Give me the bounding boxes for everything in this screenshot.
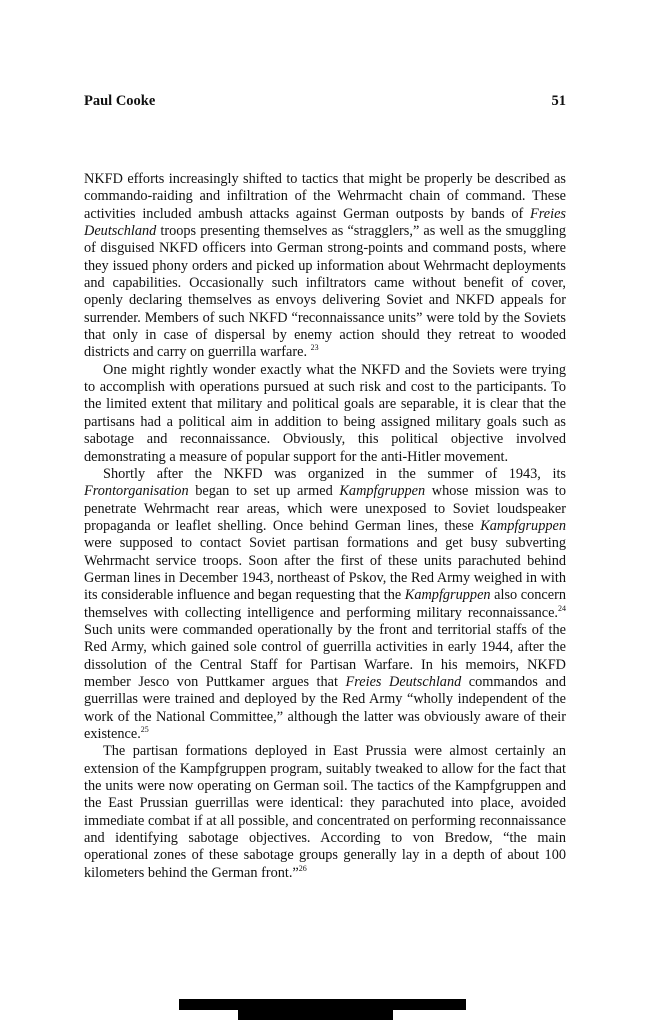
text-run: were supposed to contact Soviet partisan formations and get busy subverting Wehrmacht service troops. Soon after the first of these units parachuted behind German lines in December 1943, northeast of Pskov, the Red Army weighed in with its considerable influence and began requesting that the (84, 535, 566, 604)
body-text (84, 171, 566, 882)
text-run: began to set up armed (188, 483, 340, 500)
running-header (84, 93, 566, 110)
text-run: Such units were commanded operationally by the front and territorial staffs of the Red Army, which gained sole control of guerrilla activities in early 1944, after the dissolution of the Central Staff for Partisan Warfare. In his memoirs, NKFD member Jesco von Puttkamer argues that (84, 621, 566, 690)
footnote-ref: 24 (558, 603, 566, 613)
text-run: Shortly after the NKFD was organized in the summer of 1943, its (103, 465, 566, 482)
text-run: also concern themselves with collecting intelligence and performing military reconnaissance. (84, 587, 566, 621)
running-head-author: Paul Cooke (84, 93, 156, 109)
italic-text: Kampfgruppen (339, 483, 426, 500)
footnote-ref: 25 (140, 725, 149, 735)
paragraph (84, 743, 566, 882)
text-run: troops presenting themselves as “stragglers,” as well as the smuggling of disguised NKFD officers into German strong-points and command posts, where they issued phony orders and picked up information about Wehrmacht deployments and capabilities. Occasionally such infiltrators came without benefit of cover, openly declaring themselves as envoys delivering Soviet and NKFD appeals for surrender. Members of such NKFD “reconnaissance units” were told by the Soviets that only in case of dispersal by enemy action should they retreat to wooded districts and carry on guerrilla warfare. (84, 223, 566, 361)
text-run: One might rightly wonder exactly what the NKFD and the Soviets were trying to accomplish with operations pursued at such risk and cost to the participants. To the limited extent that military and political goals are separable, it is clear that the partisans had a political aim in addition to being assigned military goals such as sabotage and reconnaissance. Obviously, this political objective involved demonstrating a measure of popular support for the anti-Hitler movement. (84, 361, 566, 465)
italic-text: Freies Deutschland (84, 205, 566, 240)
text-run: The partisan formations deployed in East Prussia were almost certainly an extension of the Kampfgruppen program, suitably tweaked to allow for the fact that the units were now operating on German soil. The tactics of the Kampfgruppen and the East Prussian guerrillas were identical: they parachuted into place, avoided immediate combat if at all possible, and concentrated on performing reconnaissance and identifying sabotage objectives. According to von Bredow, “the main operational zones of these sabotage groups generally lay in a depth of about 100 kilometers behind the German front.” (84, 743, 566, 881)
text-run: commandos and guerrillas were trained and deployed by the Red Army “wholly independent of the work of the National Committee,” although the latter was obviously aware of their existence. (84, 673, 566, 742)
italic-text: Kampfgruppen (480, 517, 566, 534)
scan-bar-bottom (238, 1009, 393, 1020)
text-run: whose mission was to penetrate Wehrmacht rear areas, which were unexposed to Soviet loudspeaker propaganda or leaflet shelling. Once behind German lines, these (84, 483, 566, 534)
paragraph (84, 466, 566, 744)
paragraph (84, 362, 566, 466)
italic-text: Freies Deutschland (345, 673, 462, 690)
footnote-ref: 26 (298, 863, 307, 873)
page-number: 51 (551, 93, 566, 109)
footnote-ref: 23 (310, 343, 319, 353)
italic-text: Frontorganisation (84, 483, 189, 500)
text-run: NKFD efforts increasingly shifted to tactics that might be properly be described as commando-raiding and infiltration of the Wehrmacht chain of command. These activities included ambush attacks against German outposts by bands of (84, 171, 566, 222)
italic-text: Kampfgruppen (404, 587, 491, 604)
paragraph (84, 171, 566, 362)
